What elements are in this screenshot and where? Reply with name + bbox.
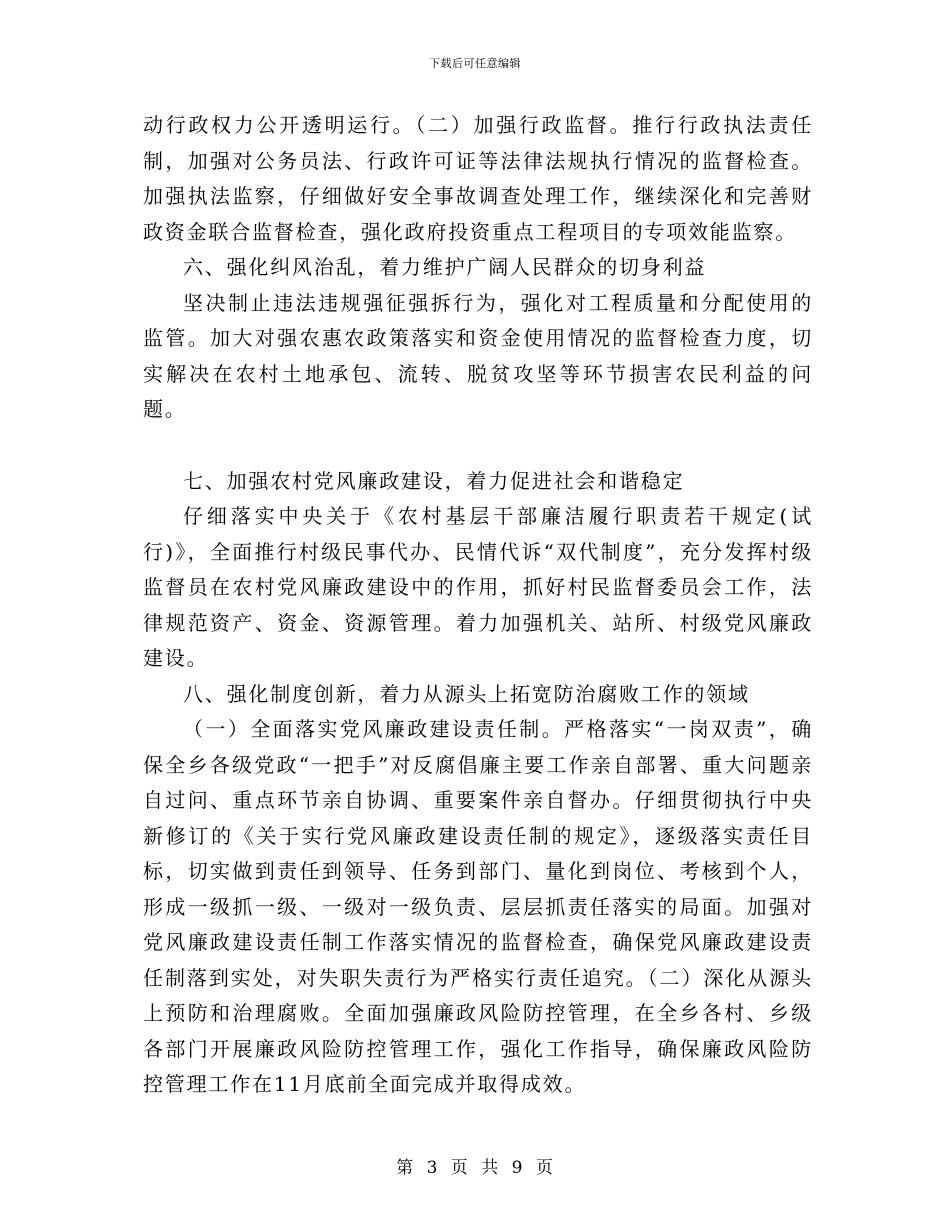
section-heading-6: 六、强化纠风治乱，着力维护广阔人民群众的切身利益 (183, 255, 707, 279)
page-prefix: 第 (396, 1158, 415, 1178)
paragraph-section-7: 仔细落实中央关于《农村基层干部廉洁履行职责若干规定(试行)》，全面推行村级民事代办、民情代诉“双代制度”，充分发挥村级监督员在农村党风廉政建设中的作用，抓好村民监督委员会工作，法律规范资产、资金、资源管理。着力加强机关、站所、村级党风廉政建设。 (143, 504, 813, 670)
total-suffix: 页 (535, 1158, 554, 1178)
current-page-number: 3 (426, 1158, 439, 1178)
section-heading-7: 七、加强农村党风廉政建设，着力促进社会和谐稳定 (183, 468, 685, 493)
document-body (143, 108, 813, 1103)
page-word: 页 (450, 1158, 469, 1178)
paragraph-continuation: 动行政权力公开透明运行。（二）加强行政监督。推行行政执法责任制，加强对公务员法、行政许可证等法律法规执行情况的监督检查。加强执法监察，仔细做好安全事故调查处理工作，继续深化和完善财政资金联合监督检查，强化政府投资重点工程项目的专项效能监察。 (143, 113, 813, 244)
total-pages-number: 9 (511, 1158, 524, 1178)
paragraph-section-8: （一）全面落实党风廉政建设责任制。严格落实“一岗双责”，确保全乡各级党政“一把手”对反腐倡廉主要工作亲自部署、重大问题亲自过问、重点环节亲自协调、重要案件亲自督办。仔细贯彻执行中央新修订的《关于实行党风廉政建设责任制的规定》，逐级落实责任目标，切实做到责任到领导、任务到部门、量化到岗位、考核到个人，形成一级抓一级、一级对一级负责、层层抓责任落实的局面。加强对党风廉政建设责任制工作落实情况的监督检查，确保党风廉政建设责任制落到实处，对失职失责行为严格实行责任追究。（二）深化从源头上预防和治理腐败。全面加强廉政风险防控管理，在全乡各村、乡级各部门开展廉政风险防控管理工作，强化工作指导，确保廉政风险防控管理工作在11月底前全面完成并取得成效。 (143, 717, 813, 1096)
paragraph-section-6: 坚决制止违法违规强征强拆行为，强化对工程质量和分配使用的监管。加大对强农惠农政策落实和资金使用情况的监督检查力度，切实解决在农村土地承包、流转、脱贫攻坚等环节损害农民利益的问题。 (143, 290, 813, 421)
total-prefix: 共 (481, 1158, 500, 1178)
page-number-footer (0, 1153, 950, 1178)
section-heading-8: 八、强化制度创新，着力从源头上拓宽防治腐败工作的领域 (183, 681, 750, 706)
header-note: 下载后可任意编辑 (429, 57, 521, 70)
